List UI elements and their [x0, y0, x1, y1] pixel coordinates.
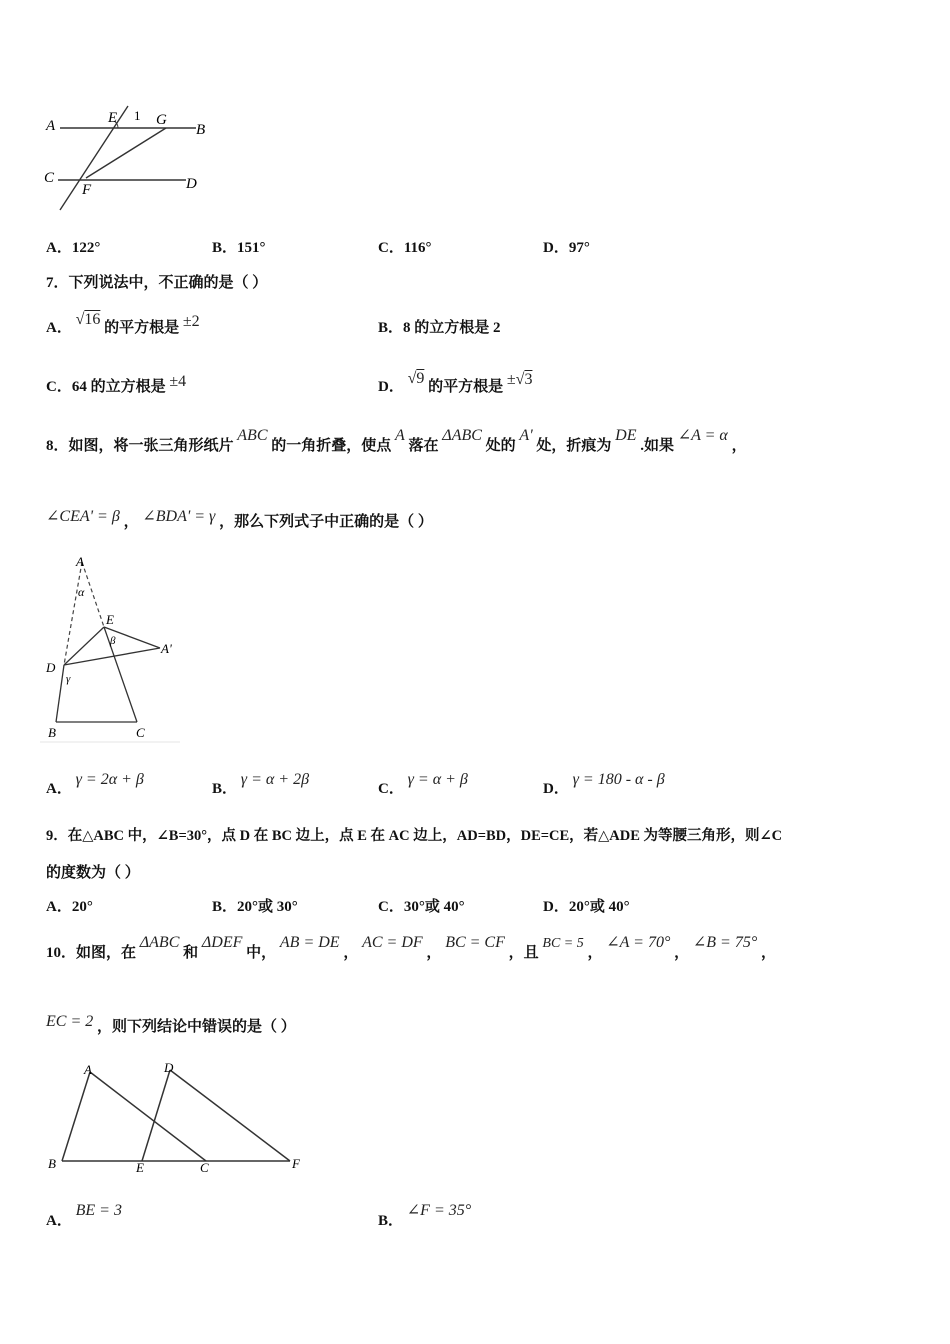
q8-stem-line2 — [46, 510, 433, 531]
label-C: C — [200, 1160, 209, 1175]
text: ， — [731, 438, 747, 454]
q6-option-b[interactable]: B．151° — [212, 240, 266, 256]
dashed-AD — [64, 562, 82, 665]
q6-option-a[interactable]: A．122° — [46, 240, 101, 256]
math-BC-5: BC = 5 — [542, 936, 584, 951]
line-AB — [62, 1072, 90, 1161]
text: ，那么下列式子中正确的是（ ） — [219, 514, 433, 530]
math-triangle-DEF: ΔDEF — [201, 934, 243, 951]
label-A-prime: A' — [161, 641, 172, 656]
math-angle-A: ∠A = α — [677, 427, 728, 444]
option-math: γ = α + β — [407, 771, 468, 788]
option-math: γ = 2α + β — [75, 771, 144, 788]
label-A: A — [46, 118, 56, 134]
text: 处，折痕为 — [536, 438, 612, 454]
q7-stem: 7．下列说法中，不正确的是（ ） — [46, 275, 268, 291]
q10-stem-line1 — [46, 934, 776, 962]
q6-option-d[interactable]: D．97° — [543, 240, 590, 256]
option-label: D． — [543, 781, 569, 797]
math-pm-sqrt3: ±√3 — [506, 371, 533, 388]
math-AB-DE: AB = DE — [279, 934, 340, 951]
text: ， — [123, 514, 139, 530]
line-AC — [90, 1072, 206, 1161]
text: 的一角折叠，使点 — [271, 438, 392, 454]
option-math: ∠F = 35° — [406, 1202, 472, 1219]
label-1: 1 — [134, 108, 141, 123]
label-E: E — [108, 110, 118, 126]
q8-option-a[interactable] — [46, 771, 144, 798]
q6-option-c[interactable]: C．116° — [378, 240, 432, 256]
text: 落在 — [408, 438, 439, 454]
text: ， — [760, 945, 776, 961]
math-A: A — [395, 427, 405, 444]
q9-option-d[interactable]: D．20°或 40° — [543, 899, 630, 915]
label-D: D — [164, 1060, 174, 1075]
text: ， — [674, 945, 690, 961]
q9-stem-line2: 的度数为（ ） — [46, 865, 140, 881]
option-label: D． — [378, 379, 404, 395]
q9-option-a[interactable]: A．20° — [46, 899, 93, 915]
label-E: E — [106, 612, 114, 627]
radicand: 3 — [524, 371, 533, 388]
q8-stem-line1 — [46, 427, 747, 455]
pm-sign: ± — [506, 371, 516, 388]
label-A: A — [84, 1062, 92, 1077]
label-D: D — [186, 176, 197, 192]
option-text: 的平方根是 — [104, 320, 180, 336]
q10-option-a[interactable] — [46, 1202, 122, 1230]
q8-option-b[interactable] — [212, 771, 310, 798]
text: 8．如图，将一张三角形纸片 — [46, 438, 234, 454]
text: ，则下列结论中错误的是（ ） — [97, 1019, 296, 1035]
option-math: γ = 180 - α - β — [572, 771, 665, 788]
figure-folded-triangle — [40, 552, 185, 747]
sqrt-16: √16 — [75, 311, 101, 328]
label-C: C — [136, 725, 145, 740]
label-alpha: α — [78, 585, 85, 599]
option-label: A． — [46, 320, 72, 336]
math-A-prime: A' — [519, 427, 533, 444]
line-DB — [56, 665, 64, 722]
q7-option-c[interactable] — [46, 375, 186, 396]
label-F: F — [82, 182, 92, 198]
math-angle-BDA: ∠BDA' = γ — [142, 508, 216, 525]
label-D: D — [46, 660, 56, 675]
math-angle-B-75: ∠B = 75° — [692, 934, 758, 951]
text: ，且 — [508, 945, 539, 961]
sqrt-9: √9 — [407, 370, 425, 387]
label-gamma: γ — [66, 673, 71, 685]
label-E: E — [136, 1160, 144, 1175]
figure-two-triangles — [40, 1058, 310, 1178]
math-angle-A-70: ∠A = 70° — [606, 934, 671, 951]
option-math: BE = 3 — [75, 1202, 122, 1219]
text: 10．如图，在 — [46, 945, 137, 961]
text: 和 — [183, 945, 199, 961]
option-text: C．64 的立方根是 — [46, 379, 166, 395]
q7-option-b[interactable]: B．8 的立方根是 2 — [378, 320, 501, 336]
radicand: 16 — [84, 311, 101, 328]
line-EC — [104, 627, 137, 722]
q9-option-b[interactable]: B．20°或 30° — [212, 899, 298, 915]
text: 处的 — [485, 438, 516, 454]
math-triangle-ABC: ΔABC — [139, 934, 180, 951]
label-B: B — [48, 1156, 56, 1171]
q9-option-c[interactable]: C．30°或 40° — [378, 899, 465, 915]
radicand: 9 — [416, 370, 425, 387]
label-beta: β — [110, 635, 116, 647]
dashed-AE — [82, 562, 104, 627]
text: .如果 — [640, 438, 674, 454]
option-label: C． — [378, 781, 404, 797]
label-F: F — [292, 1156, 300, 1171]
option-label: A． — [46, 1213, 72, 1229]
label-C: C — [44, 170, 55, 186]
label-B: B — [48, 725, 56, 740]
option-math: γ = α + 2β — [240, 771, 310, 788]
option-text: 的平方根是 — [428, 379, 504, 395]
math-ABC: ABC — [237, 427, 268, 444]
math-pm4: ±4 — [169, 373, 187, 390]
text: ， — [587, 945, 603, 961]
figure-parallel-lines — [38, 100, 228, 220]
q8-option-d[interactable] — [543, 771, 665, 798]
math-angle-CEA: ∠CEA' = β — [46, 508, 120, 525]
math-BC-CF: BC = CF — [445, 934, 505, 951]
label-G: G — [156, 112, 167, 128]
text: 中， — [246, 945, 277, 961]
q10-stem-line2 — [46, 1015, 296, 1036]
option-label: B． — [378, 1213, 404, 1229]
math-triangle-ABC: ΔABC — [442, 427, 482, 444]
math-pm2: ±2 — [182, 313, 200, 330]
option-label: B． — [212, 781, 238, 797]
label-B: B — [196, 122, 206, 138]
math-DE: DE — [615, 427, 637, 444]
math-EC-2: EC = 2 — [46, 1013, 94, 1030]
text: ， — [426, 945, 442, 961]
q9-stem-line1: 9．在△ABC 中，∠B=30°，点 D 在 BC 边上，点 E 在 AC 边上，AD=BD，DE=CE，若△ADE 为等腰三角形，则∠C — [46, 828, 783, 844]
q8-option-c[interactable] — [378, 771, 468, 798]
q10-option-b[interactable] — [378, 1202, 472, 1230]
q7-option-d[interactable] — [378, 370, 533, 396]
label-A: A — [76, 554, 84, 569]
q7-option-a[interactable] — [46, 311, 200, 337]
option-label: A． — [46, 781, 72, 797]
text: ， — [343, 945, 359, 961]
math-AC-DF: AC = DF — [362, 934, 423, 951]
